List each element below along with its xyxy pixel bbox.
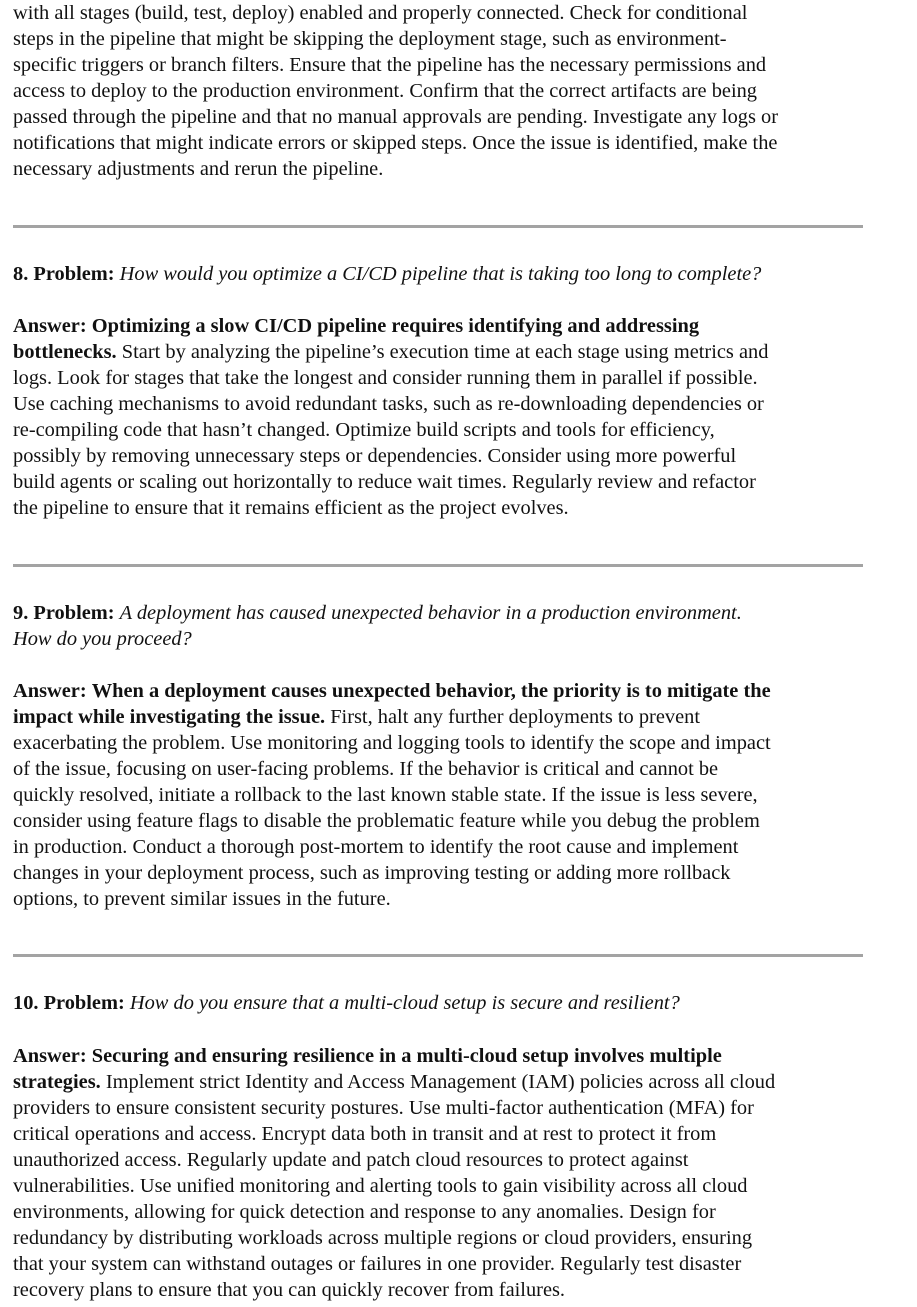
problem-question: How do you ensure that a multi-cloud setup is secure and resilient? — [129, 992, 680, 1014]
answer-summary: impact while investigating the issue. — [13, 706, 326, 728]
text-line: providers to ensure consistent security postures. Use multi-factor authentication (MFA) for — [13, 1097, 754, 1119]
answer-text: First, halt any further deployments to prevent — [330, 706, 700, 728]
answer-summary: When a deployment causes unexpected behavior, the priority is to mitigate the — [91, 680, 771, 702]
text-line: of the issue, focusing on user-facing problems. If the behavior is critical and cannot be — [13, 758, 719, 780]
text-line: vulnerabilities. Use unified monitoring and alerting tools to gain visibility across all cloud — [13, 1175, 748, 1197]
text-line: specific triggers or branch filters. Ensure that the pipeline has the necessary permissions and — [13, 54, 767, 76]
text-line: recovery plans to ensure that you can quickly recover from failures. — [13, 1279, 566, 1301]
answer-label: Answer: — [13, 1045, 87, 1067]
problem-10-heading — [13, 990, 903, 1016]
text-line: access to deploy to the production environment. Confirm that the correct artifacts are being — [13, 80, 757, 102]
problem-number-label: 9. Problem: — [13, 602, 115, 624]
answer-label: Answer: — [13, 680, 87, 702]
text-line: redundancy by distributing workloads across multiple regions or cloud providers, ensuring — [13, 1227, 753, 1249]
text-line: exacerbating the problem. Use monitoring and logging tools to identify the scope and impact — [13, 732, 771, 754]
section-divider — [13, 225, 863, 228]
text-line: that your system can withstand outages or failures in one provider. Regularly test disaster — [13, 1253, 742, 1275]
text-line: critical operations and access. Encrypt data both in transit and at rest to protect it from — [13, 1123, 717, 1145]
text-line: re-compiling code that hasn’t changed. Optimize build scripts and tools for efficiency, — [13, 419, 715, 441]
section-divider — [13, 564, 863, 567]
text-line: environments, allowing for quick detection and response to any anomalies. Design for — [13, 1201, 716, 1223]
answer-summary: strategies. — [13, 1071, 101, 1093]
text-line: unauthorized access. Regularly update and patch cloud resources to protect against — [13, 1149, 689, 1171]
problem-question: A deployment has caused unexpected behavior in a production environment. — [119, 602, 742, 624]
answer-text: Start by analyzing the pipeline’s execution time at each stage using metrics and — [121, 341, 769, 363]
text-line: changes in your deployment process, such as improving testing or adding more rollback — [13, 862, 731, 884]
text-line: possibly by removing unnecessary steps or dependencies. Consider using more powerful — [13, 445, 737, 467]
problem-number-label: 10. Problem: — [13, 992, 125, 1014]
problem-8-answer — [13, 313, 903, 521]
problem-9-heading — [13, 600, 903, 652]
text-line: steps in the pipeline that might be skipping the deployment stage, such as environment- — [13, 28, 727, 50]
text-line: the pipeline to ensure that it remains efficient as the project evolves. — [13, 497, 569, 519]
problem-question: How do you proceed? — [13, 628, 192, 650]
text-line: passed through the pipeline and that no manual approvals are pending. Investigate any logs or — [13, 106, 779, 128]
problem-10-answer — [13, 1043, 903, 1303]
answer-summary: Securing and ensuring resilience in a multi-cloud setup involves multiple — [91, 1045, 722, 1067]
answer-summary: Optimizing a slow CI/CD pipeline requires identifying and addressing — [91, 315, 700, 337]
answer-summary: bottlenecks. — [13, 341, 117, 363]
text-line: build agents or scaling out horizontally to reduce wait times. Regularly review and refactor — [13, 471, 756, 493]
text-line: quickly resolved, initiate a rollback to the last known stable state. If the issue is less severe, — [13, 784, 758, 806]
text-line: logs. Look for stages that take the longest and consider running them in parallel if possible. — [13, 367, 758, 389]
section-divider — [13, 954, 863, 957]
problem-9-answer — [13, 678, 903, 912]
text-line: necessary adjustments and rerun the pipeline. — [13, 158, 384, 180]
answer-label: Answer: — [13, 315, 87, 337]
previous-answer-continuation — [13, 0, 903, 182]
problem-number-label: 8. Problem: — [13, 263, 115, 285]
text-line: notifications that might indicate errors or skipped steps. Once the issue is identified, make the — [13, 132, 778, 154]
problem-question: How would you optimize a CI/CD pipeline that is taking too long to complete? — [119, 263, 762, 285]
text-line: Use caching mechanisms to avoid redundant tasks, such as re-downloading dependencies or — [13, 393, 764, 415]
problem-8-heading — [13, 261, 903, 287]
answer-text: Implement strict Identity and Access Management (IAM) policies across all cloud — [105, 1071, 776, 1093]
text-line: with all stages (build, test, deploy) enabled and properly connected. Check for conditional — [13, 2, 748, 24]
text-line: in production. Conduct a thorough post-mortem to identify the root cause and implement — [13, 836, 739, 858]
text-line: options, to prevent similar issues in the future. — [13, 888, 391, 910]
text-line: consider using feature flags to disable the problematic feature while you debug the problem — [13, 810, 760, 832]
